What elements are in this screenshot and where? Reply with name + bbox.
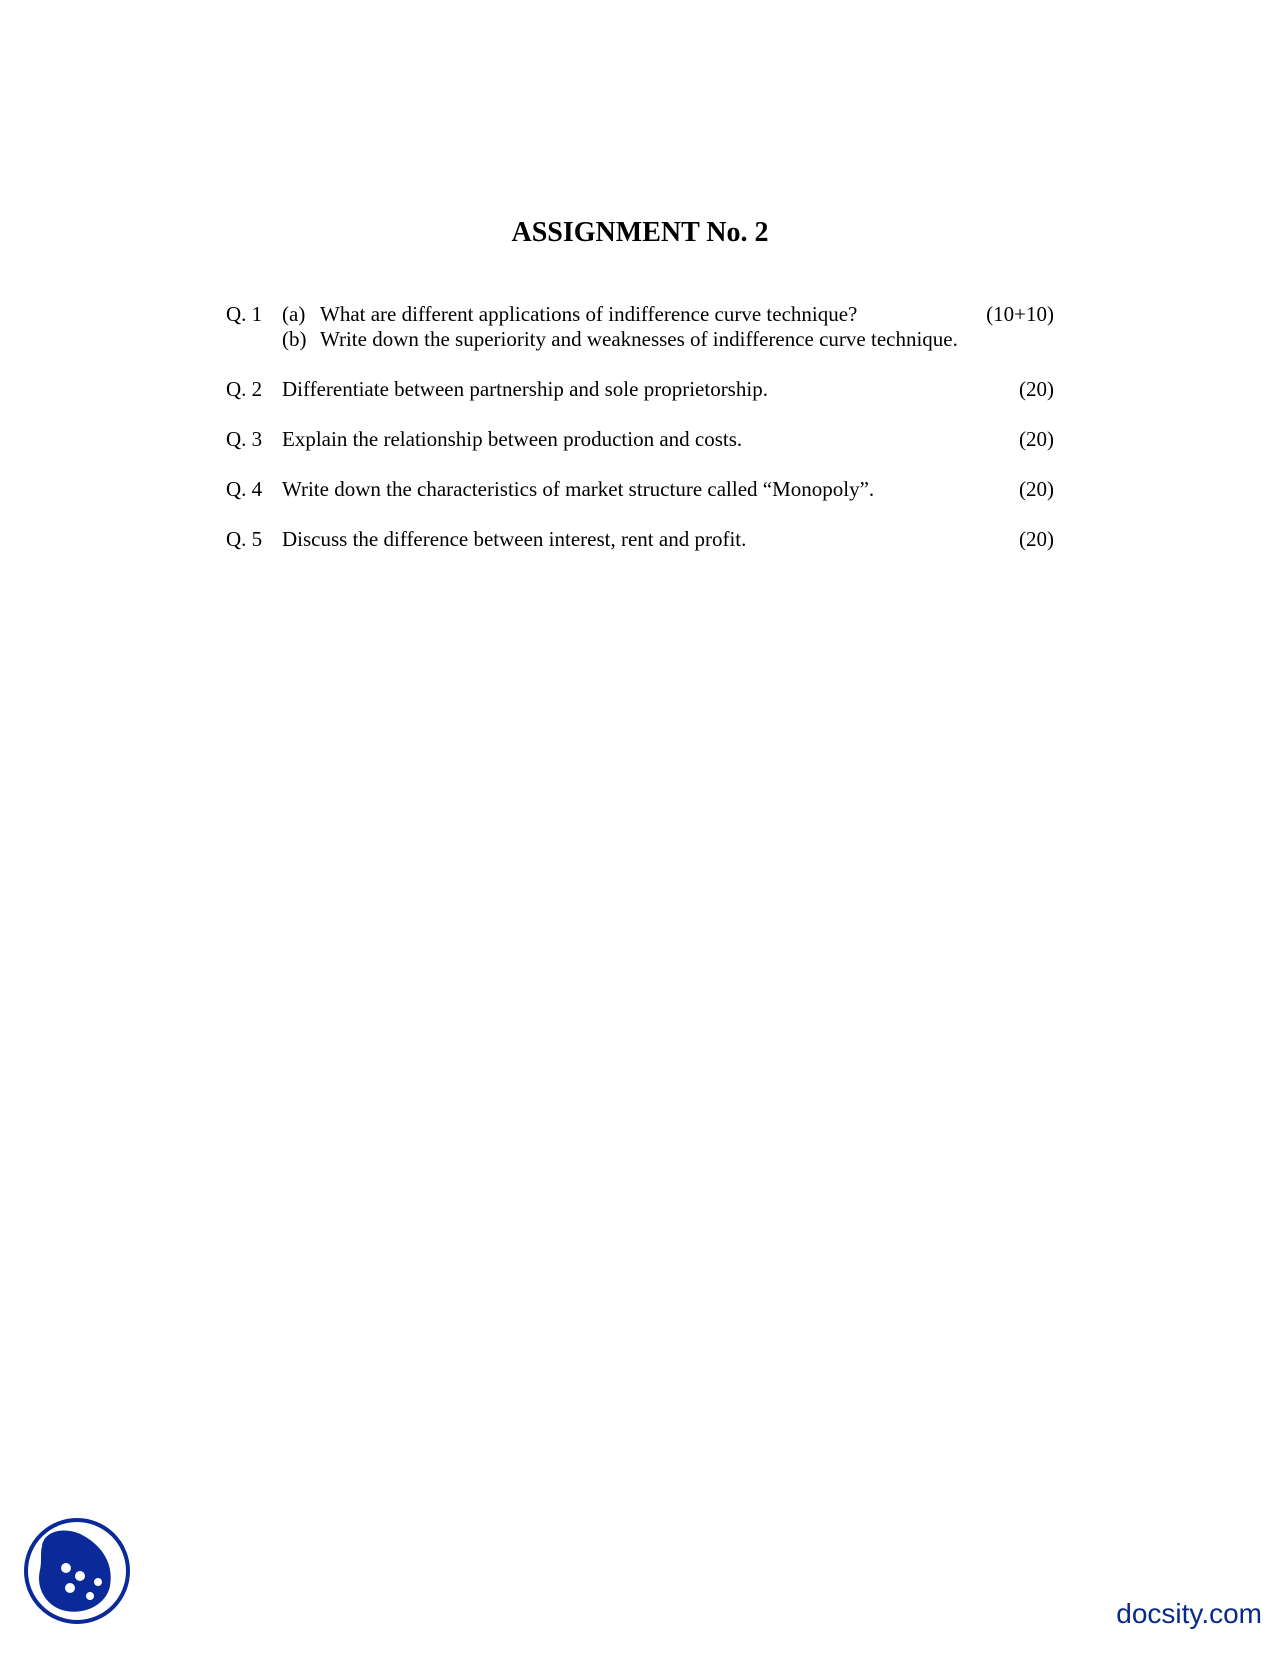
question-text: Explain the relationship between production and costs.: [282, 427, 743, 451]
question-marks: (20): [1019, 527, 1054, 551]
question-marks: (20): [1019, 477, 1054, 501]
sub-question-text: What are different applications of indifference curve technique?: [320, 302, 858, 326]
sub-question-label: (a): [282, 302, 306, 326]
question-text: [282, 301, 857, 327]
sub-question-text: Write down the superiority and weaknesses of indifference curve technique.: [320, 327, 958, 351]
sub-question-label: (b): [282, 327, 307, 351]
question-text: Discuss the difference between interest, rent and profit.: [282, 527, 747, 551]
question-marks: (20): [1019, 427, 1054, 451]
question-text: Differentiate between partnership and sole proprietorship.: [282, 377, 768, 401]
question-marks: (10+10): [986, 302, 1054, 326]
question-marks: (20): [1019, 377, 1054, 401]
question-number: Q. 4: [226, 477, 263, 501]
question-text: Write down the characteristics of market structure called “Monopoly”.: [282, 477, 875, 501]
question-number: Q. 5: [226, 527, 263, 551]
question-text: [282, 326, 958, 352]
question-number: Q. 2: [226, 377, 263, 401]
brand-text[interactable]: docsity.com: [1116, 1598, 1262, 1629]
question-number: Q. 3: [226, 427, 263, 451]
docsity-logo-icon: [22, 1516, 132, 1626]
question-number: Q. 1: [226, 302, 263, 326]
page-title: ASSIGNMENT No. 2: [511, 217, 769, 248]
